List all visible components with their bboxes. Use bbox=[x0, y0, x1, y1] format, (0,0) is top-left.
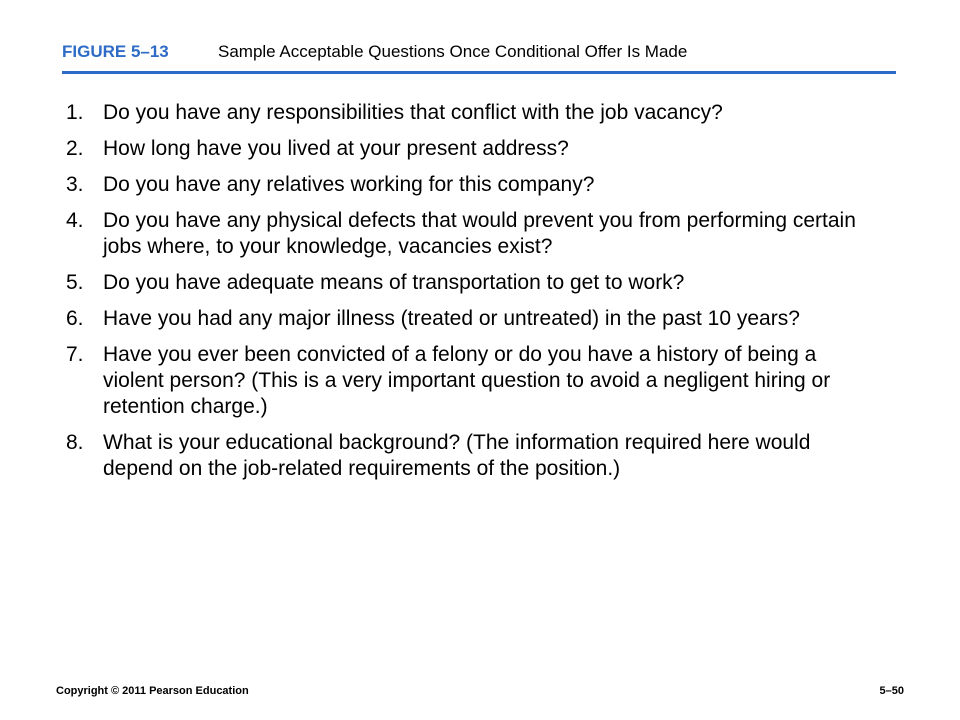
question-text: What is your educational background? (The information required here would depend on the job-related requirements of the position.) bbox=[103, 431, 811, 480]
question-number: 7. bbox=[66, 343, 84, 366]
question-number: 3. bbox=[66, 173, 84, 196]
question-item bbox=[66, 306, 866, 332]
question-item bbox=[66, 100, 866, 126]
question-text: Have you ever been convicted of a felony or do you have a history of being a violent person? (This is a very important question to avoid a negligent hiring or retention charge.) bbox=[103, 343, 831, 418]
question-number: 4. bbox=[66, 209, 84, 232]
figure-title: Sample Acceptable Questions Once Conditional Offer Is Made bbox=[218, 42, 688, 61]
figure-header bbox=[62, 40, 896, 74]
question-text: How long have you lived at your present address? bbox=[103, 137, 569, 160]
question-list bbox=[66, 100, 866, 492]
question-item bbox=[66, 430, 866, 482]
question-number: 1. bbox=[66, 101, 84, 124]
question-text: Do you have any responsibilities that conflict with the job vacancy? bbox=[103, 101, 723, 124]
question-item bbox=[66, 270, 866, 296]
question-item bbox=[66, 208, 866, 260]
question-text: Do you have any relatives working for this company? bbox=[103, 173, 595, 196]
question-number: 8. bbox=[66, 431, 84, 454]
question-item bbox=[66, 342, 866, 420]
question-item bbox=[66, 136, 866, 162]
page-number: 5–50 bbox=[879, 685, 904, 697]
question-number: 2. bbox=[66, 137, 84, 160]
figure-label: FIGURE 5–13 bbox=[62, 42, 169, 61]
question-number: 5. bbox=[66, 271, 84, 294]
question-number: 6. bbox=[66, 307, 84, 330]
question-text: Do you have adequate means of transportation to get to work? bbox=[103, 271, 685, 294]
question-item bbox=[66, 172, 866, 198]
question-text: Do you have any physical defects that would prevent you from performing certain jobs where, to your knowledge, vacancies exist? bbox=[103, 209, 856, 258]
question-text: Have you had any major illness (treated or untreated) in the past 10 years? bbox=[103, 307, 800, 330]
copyright-notice: Copyright © 2011 Pearson Education bbox=[56, 685, 249, 697]
